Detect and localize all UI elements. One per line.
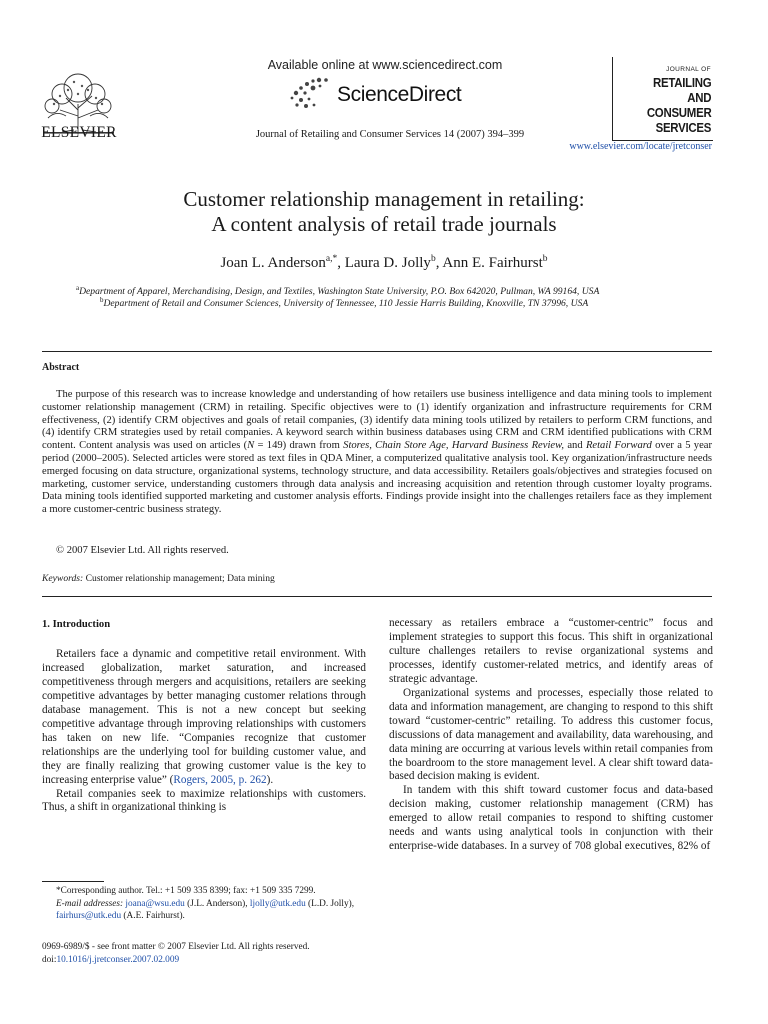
abstract-text	[42, 389, 712, 517]
author-name: Laura D. Jolly	[344, 255, 431, 271]
journal-logo-line: AND	[687, 90, 711, 105]
author-affiliation-marker[interactable]: b	[430, 254, 436, 264]
email-link[interactable]: joana@wsu.edu	[125, 898, 185, 909]
article-title	[80, 187, 688, 237]
abstract-part: = 149) drawn from	[254, 440, 344, 452]
affiliation-text: Department of Retail and Consumer Sciences, University of Tennessee, 110 Jessie Harris Building, Knoxville, TN 37996, USA	[103, 298, 589, 310]
issn-line: 0969-6989/$ - see front matter © 2007 Elsevier Ltd. All rights reserved.	[42, 942, 310, 952]
footnote-divider	[42, 881, 104, 882]
paragraph: In tandem with this shift toward customer focus and data-based decision making, customer relationship management (CRM) has emerged to allow retail companies to respond to shifting customer needs and wants using analytical tools in conjunction with their enterprise-wide databases. In a survey of 708 global executives, 82% of	[389, 784, 713, 853]
abstract-part: The purpose of this research was to increase knowledge and understanding of how retailers use business intelligence and data mining tools to implement customer relationship management (CRM) in retailing. Specific objectives were to (1) identify organization and infrastructure requirements for CRM effectiveness, (2) identify CRM objectives and goals of retail companies, (3) identify data mining tools utilized by retailers to perform CRM functions, and (4) identify CRM strategies used by retail companies. A keyword search within business databases using CRM and CRM identified publications with CRM content. Content analysis was used on articles (	[42, 389, 712, 452]
affiliation-b	[100, 294, 760, 310]
paragraph-text: Retailers face a dynamic and competitive retail environment. With increased globalization, market saturation, and increased competitiveness through mergers and acquisitions, retailers are seeking competitive advantages by better managing customer relations through database management. This is not a new concept but seeking competitive advantage through improving relationships with customers has taken on new life. “Companies recognize that customer relationships are the underlying tool for building customer value, and they are finally realizing that growing customer value is the key to increasing enterprise value” (	[42, 648, 366, 786]
email-owner: (L.D. Jolly),	[305, 898, 355, 909]
author-separator: ,	[337, 255, 345, 271]
journal-logo	[612, 57, 713, 141]
article-title-line-2: A content analysis of retail trade journals	[211, 212, 557, 236]
paragraph: necessary as retailers embrace a “customer-centric” focus and implement strategies to support this focus. This shift in organizational culture challenges retailers to revise organizational systems and processes, identify customer-related metrics, and identify areas of strategic advantage.	[389, 617, 713, 685]
email-link[interactable]: fairhurs@utk.edu	[56, 911, 122, 921]
affiliation-marker: b	[100, 296, 104, 304]
section-heading: 1. Introduction	[42, 619, 111, 630]
abstract-copyright: © 2007 Elsevier Ltd. All rights reserved.	[56, 545, 229, 556]
abstract-n-symbol: N	[247, 440, 255, 452]
article-title-line-1: Customer relationship management in retailing:	[183, 187, 585, 211]
paragraph	[42, 648, 366, 788]
keywords-label: Keywords:	[42, 573, 84, 584]
email-label: E-mail addresses:	[56, 898, 124, 909]
right-column	[389, 617, 713, 854]
journal-logo-line: CONSUMER	[646, 105, 711, 120]
author-name: Joan L. Anderson	[220, 255, 326, 271]
paragraph-text: ).	[266, 773, 274, 786]
email-owner: (A.E. Fairhurst).	[121, 911, 185, 921]
email-addresses	[42, 898, 366, 923]
sciencedirect-dots-icon	[289, 76, 335, 110]
corresponding-author-note: *Corresponding author. Tel.: +1 509 335 8399; fax: +1 509 335 7299.	[56, 886, 316, 896]
affiliation-marker: a	[76, 284, 80, 292]
doi-link[interactable]: 10.1016/j.jretconser.2007.02.009	[56, 954, 180, 965]
journal-logo-prefix: JOURNAL OF	[666, 66, 711, 73]
email-owner: (J.L. Anderson),	[184, 898, 250, 909]
abstract-part: over a 5 year period (2000–2005). Selected articles were stored as text files in QDA Miner, a computerized qualitative analysis tool. Key organization/infrastructure needs emerged focusing on data structure, organizational systems, technology structure, and data accessibility. Retailers goals/objectives and strategies focused on marketing, customer service, understanding customers through data analysis and increasing acquisition and retention through customer loyalty programs. Data mining tools identified supported marketing and customer analysis efforts. Findings provide insight into the challenges retailers face as they implement a more customer-centric business strategy.	[42, 440, 713, 516]
keywords	[42, 573, 275, 584]
abstract-journal-names: Retail Forward	[585, 440, 652, 452]
author-affiliation-marker[interactable]: a,*	[325, 254, 338, 264]
abstract-journal-names: Stores, Chain Store Age, Harvard Business Review,	[343, 440, 565, 452]
paragraph: Retail companies seek to maximize relationships with customers. Thus, a shift in organizational thinking is	[42, 787, 366, 814]
doi-label: doi:	[42, 954, 57, 965]
affiliation-text: Department of Apparel, Merchandising, Design, and Textiles, Washington State University, P.O. Box 642020, Pullman, WA 99164, USA	[79, 286, 600, 298]
footnote	[42, 885, 366, 923]
author-list	[80, 254, 688, 272]
journal-logo-line: RETAILING	[652, 75, 711, 90]
doi-line	[42, 954, 372, 967]
paragraph: Organizational systems and processes, especially those related to data and information management, are changing to respond to this shift toward “customer-centric” retailing. To address this customer focus, discussions of data management and availability, data warehousing, and data mining are occurring at various levels within retail companies from the boardroom to the store management level. A clear shift toward data-based decision making is evident.	[389, 686, 713, 783]
author-name: Ann E. Fairhurst	[442, 255, 543, 271]
author-separator: ,	[435, 255, 443, 271]
left-column	[42, 648, 366, 815]
author-affiliation-marker[interactable]: b	[542, 254, 548, 264]
sciencedirect-logo: ScienceDirect	[337, 83, 462, 106]
keywords-text: Customer relationship management; Data mining	[83, 573, 275, 584]
publisher-name: ELSEVIER	[41, 124, 117, 141]
page-footer	[42, 941, 372, 966]
available-online-text: Available online at www.sciencedirect.com	[267, 58, 503, 72]
journal-homepage-link[interactable]: www.elsevier.com/locate/jretconser	[569, 141, 712, 152]
abstract-heading: Abstract	[42, 362, 80, 373]
journal-logo-line: SERVICES	[655, 120, 711, 135]
journal-citation: Journal of Retailing and Consumer Services 14 (2007) 394–399	[255, 129, 525, 140]
citation-link[interactable]: Rogers, 2005, p. 262	[173, 773, 267, 786]
divider	[42, 596, 712, 597]
email-link[interactable]: ljolly@utk.edu	[249, 898, 306, 909]
abstract-part: and	[564, 440, 586, 452]
divider	[42, 351, 712, 352]
